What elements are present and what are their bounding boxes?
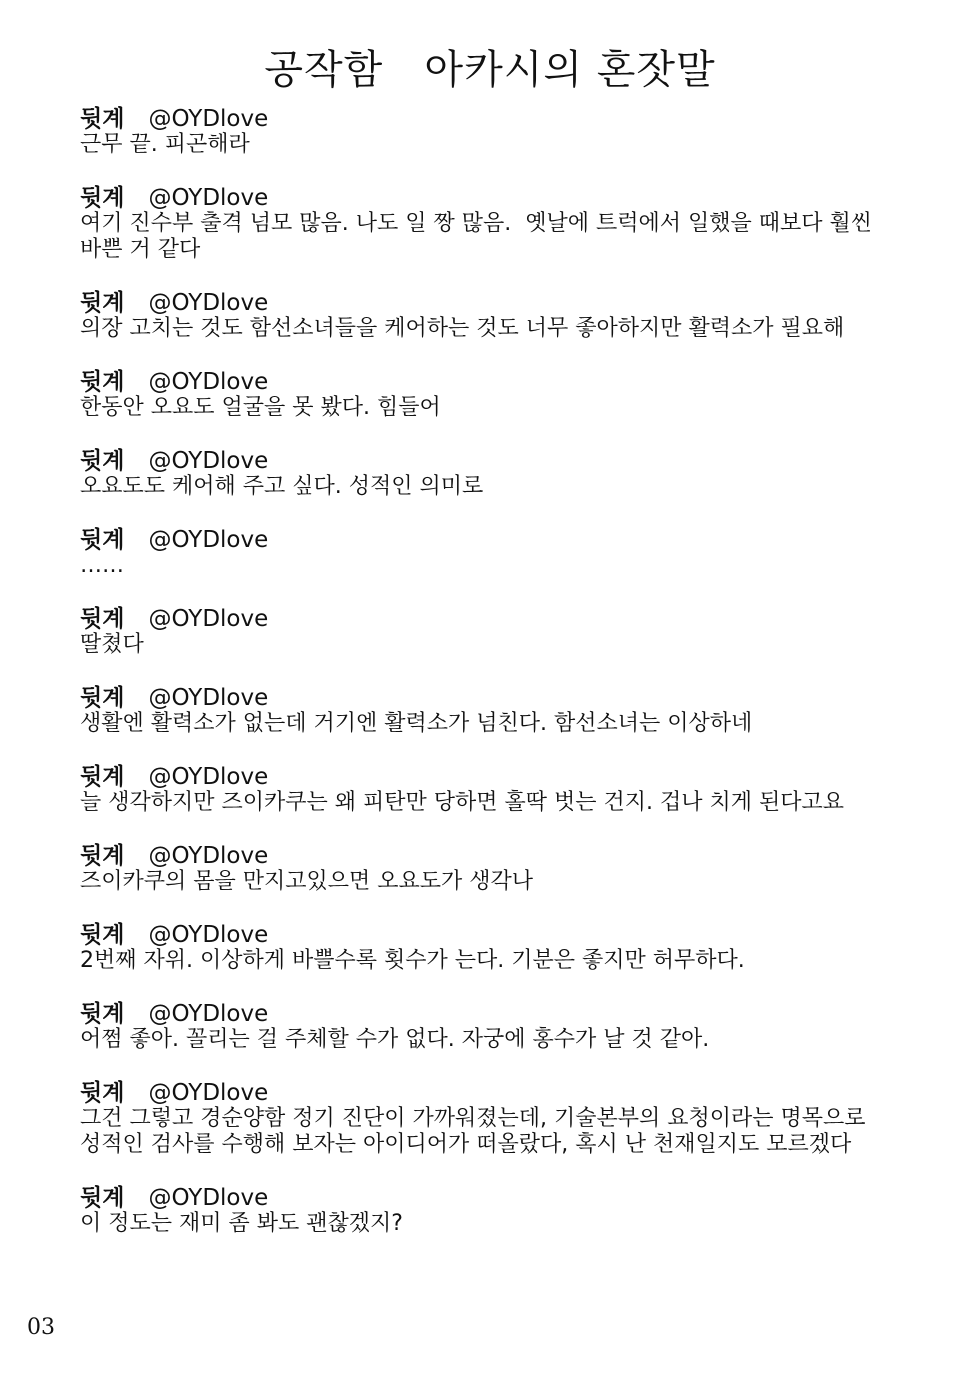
post-header <box>80 290 920 316</box>
post-item <box>80 1001 920 1053</box>
post-text: 의장 고치는 것도 함선소녀들을 케어하는 것도 너무 좋아하지만 활력소가 필요해 <box>80 316 845 341</box>
post-item <box>80 527 920 579</box>
page-number: 03 <box>27 1315 55 1340</box>
post-header <box>80 606 920 632</box>
post-text: 한동안 오요도 얼굴을 못 봤다. 힘들어 <box>80 395 441 420</box>
post-handle: @OYDlove <box>148 1185 269 1211</box>
post-item <box>80 1185 920 1237</box>
post-item <box>80 685 920 737</box>
post-text: 즈이카쿠의 몸을 만지고있으면 오요도가 생각나 <box>80 869 534 894</box>
post-text: 어쩜 좋아. 꼴리는 걸 주체할 수가 없다. 자궁에 홍수가 날 것 같아. <box>80 1027 710 1052</box>
post-handle: @OYDlove <box>148 185 269 211</box>
post-header <box>80 448 920 474</box>
post-handle: @OYDlove <box>148 922 269 948</box>
post-header <box>80 369 920 395</box>
post-item <box>80 448 920 500</box>
post-author: 뒷계 <box>80 764 125 790</box>
post-author: 뒷계 <box>80 843 125 869</box>
post-header <box>80 527 920 553</box>
post-list <box>80 106 920 1264</box>
post-item <box>80 185 920 263</box>
post-header <box>80 764 920 790</box>
post-text: …… <box>80 553 124 578</box>
post-author: 뒷계 <box>80 106 125 132</box>
post-header <box>80 843 920 869</box>
post-text: 딸쳤다 <box>80 632 144 657</box>
post-text: 그건 그렇고 경순양함 정기 진단이 가까워졌는데, 기술본부의 요청이라는 명목으로 성적인 검사를 수행해 보자는 아이디어가 떠올랐다, 혹시 난 천재일지도 모르겠다 <box>80 1106 866 1157</box>
post-author: 뒷계 <box>80 448 125 474</box>
post-author: 뒷계 <box>80 1001 125 1027</box>
post-handle: @OYDlove <box>148 290 269 316</box>
post-text: 늘 생각하지만 즈이카쿠는 왜 피탄만 당하면 홀딱 벗는 건지. 겁나 치게 된다고요 <box>80 790 844 815</box>
post-handle: @OYDlove <box>148 843 269 869</box>
post-handle: @OYDlove <box>148 106 269 132</box>
post-item <box>80 106 920 158</box>
post-item <box>80 922 920 974</box>
post-handle: @OYDlove <box>148 1001 269 1027</box>
post-item <box>80 290 920 342</box>
post-item <box>80 764 920 816</box>
post-handle: @OYDlove <box>148 606 269 632</box>
post-item <box>80 843 920 895</box>
page-title: 공작함 아카시의 혼잣말 <box>264 47 716 93</box>
post-handle: @OYDlove <box>148 369 269 395</box>
post-header <box>80 922 920 948</box>
post-author: 뒷계 <box>80 290 125 316</box>
post-item <box>80 1080 920 1158</box>
post-header <box>80 685 920 711</box>
post-header <box>80 185 920 211</box>
post-text: 2번째 자위. 이상하게 바쁠수록 횟수가 는다. 기분은 좋지만 허무하다. <box>80 948 745 973</box>
post-handle: @OYDlove <box>148 448 269 474</box>
post-author: 뒷계 <box>80 1080 125 1106</box>
post-author: 뒷계 <box>80 922 125 948</box>
post-item <box>80 606 920 658</box>
post-author: 뒷계 <box>80 527 125 553</box>
post-text: 오요도도 케어해 주고 싶다. 성적인 의미로 <box>80 474 484 499</box>
post-author: 뒷계 <box>80 185 125 211</box>
post-text: 근무 끝. 피곤해라 <box>80 132 250 157</box>
post-text: 여기 진수부 출격 넘모 많음. 나도 일 짱 많음. 옛날에 트럭에서 일했을 때보다 훨씬 바쁜 거 같다 <box>80 211 872 262</box>
post-author: 뒷계 <box>80 685 125 711</box>
post-text: 이 정도는 재미 좀 봐도 괜찮겠지? <box>80 1211 403 1236</box>
post-header <box>80 106 920 132</box>
post-handle: @OYDlove <box>148 764 269 790</box>
post-text: 생활엔 활력소가 없는데 거기엔 활력소가 넘친다. 함선소녀는 이상하네 <box>80 711 753 736</box>
post-author: 뒷계 <box>80 369 125 395</box>
post-header <box>80 1185 920 1211</box>
post-header <box>80 1001 920 1027</box>
post-author: 뒷계 <box>80 606 125 632</box>
post-handle: @OYDlove <box>148 527 269 553</box>
post-header <box>80 1080 920 1106</box>
post-item <box>80 369 920 421</box>
post-handle: @OYDlove <box>148 1080 269 1106</box>
post-handle: @OYDlove <box>148 685 269 711</box>
post-author: 뒷계 <box>80 1185 125 1211</box>
